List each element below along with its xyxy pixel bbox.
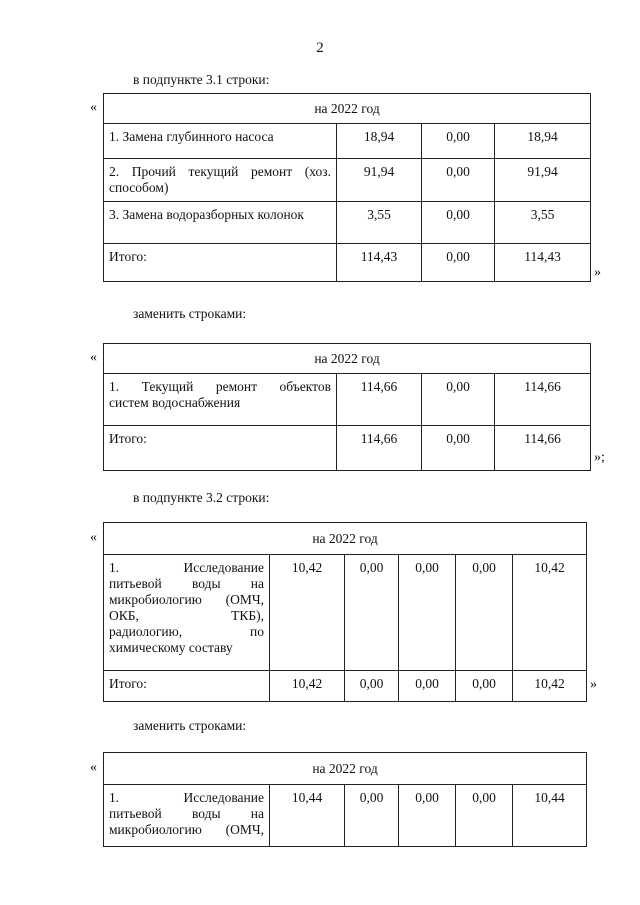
cell-value: 0,00 bbox=[456, 671, 513, 702]
table-row bbox=[104, 159, 591, 202]
table-row bbox=[104, 785, 587, 847]
row-label: 2. Прочий текущий ремонт (хоз. способом) bbox=[104, 159, 337, 202]
cell-value: 0,00 bbox=[422, 244, 495, 282]
open-quote: « bbox=[90, 760, 97, 775]
table-section2 bbox=[103, 522, 587, 702]
table-row-total bbox=[104, 671, 587, 702]
cell-value: 0,00 bbox=[399, 671, 456, 702]
table-replace2 bbox=[103, 752, 587, 847]
cell-value: 10,44 bbox=[513, 785, 587, 847]
cell-value: 0,00 bbox=[422, 426, 495, 471]
cell-value: 18,94 bbox=[495, 124, 591, 159]
cell-value: 10,42 bbox=[513, 555, 587, 671]
table-header: на 2022 год bbox=[104, 94, 591, 124]
table-header: на 2022 год bbox=[104, 753, 587, 785]
cell-value: 114,66 bbox=[337, 426, 422, 471]
cell-value: 0,00 bbox=[345, 671, 399, 702]
cell-value: 10,42 bbox=[270, 555, 345, 671]
row-label: Итого: bbox=[104, 426, 337, 471]
table-section1 bbox=[103, 93, 591, 282]
cell-value: 0,00 bbox=[456, 555, 513, 671]
cell-value: 0,00 bbox=[399, 555, 456, 671]
row-label: Итого: bbox=[104, 244, 337, 282]
table-row bbox=[104, 555, 587, 671]
row-label: Итого: bbox=[104, 671, 270, 702]
open-quote: « bbox=[90, 530, 97, 545]
section2-intro: в подпункте 3.2 строки: bbox=[133, 490, 270, 505]
cell-value: 0,00 bbox=[422, 159, 495, 202]
cell-value: 91,94 bbox=[337, 159, 422, 202]
row-label: 1. Текущий ремонт объектов систем водоснабжения bbox=[104, 374, 337, 426]
open-quote: « bbox=[90, 350, 97, 365]
open-quote: « bbox=[90, 100, 97, 115]
cell-value: 10,42 bbox=[270, 671, 345, 702]
cell-value: 114,66 bbox=[495, 426, 591, 471]
cell-value: 18,94 bbox=[337, 124, 422, 159]
replace1-intro: заменить строками: bbox=[133, 306, 247, 321]
table-header: на 2022 год bbox=[104, 344, 591, 374]
section1-intro: в подпункте 3.1 строки: bbox=[133, 72, 270, 87]
cell-value: 0,00 bbox=[422, 374, 495, 426]
table-header: на 2022 год bbox=[104, 523, 587, 555]
cell-value: 114,66 bbox=[495, 374, 591, 426]
row-label: 1. Исследование питьевой воды на микробиологию (ОМЧ, ОКБ, ТКБ), радиологию, по химическому составу bbox=[104, 555, 270, 671]
table-row-total bbox=[104, 244, 591, 282]
row-label: 3. Замена водоразборных колонок bbox=[104, 202, 337, 244]
cell-value: 0,00 bbox=[422, 124, 495, 159]
cell-value: 91,94 bbox=[495, 159, 591, 202]
table-replace1 bbox=[103, 343, 591, 471]
row-label: 1. Замена глубинного насоса bbox=[104, 124, 337, 159]
page-number: 2 bbox=[316, 40, 324, 56]
cell-value: 10,44 bbox=[270, 785, 345, 847]
cell-value: 114,66 bbox=[337, 374, 422, 426]
cell-value: 114,43 bbox=[495, 244, 591, 282]
table-row bbox=[104, 374, 591, 426]
close-quote-semicolon: »; bbox=[594, 450, 605, 465]
table-row bbox=[104, 202, 591, 244]
cell-value: 0,00 bbox=[345, 785, 399, 847]
cell-value: 10,42 bbox=[513, 671, 587, 702]
cell-value: 0,00 bbox=[422, 202, 495, 244]
cell-value: 114,43 bbox=[337, 244, 422, 282]
cell-value: 3,55 bbox=[495, 202, 591, 244]
close-quote: » bbox=[590, 677, 597, 692]
row-label: 1. Исследование питьевой воды на микробиологию (ОМЧ, bbox=[104, 785, 270, 847]
table-row bbox=[104, 124, 591, 159]
table-row-total bbox=[104, 426, 591, 471]
cell-value: 0,00 bbox=[345, 555, 399, 671]
cell-value: 0,00 bbox=[399, 785, 456, 847]
replace2-intro: заменить строками: bbox=[133, 718, 247, 733]
cell-value: 3,55 bbox=[337, 202, 422, 244]
close-quote: » bbox=[594, 265, 601, 280]
cell-value: 0,00 bbox=[456, 785, 513, 847]
